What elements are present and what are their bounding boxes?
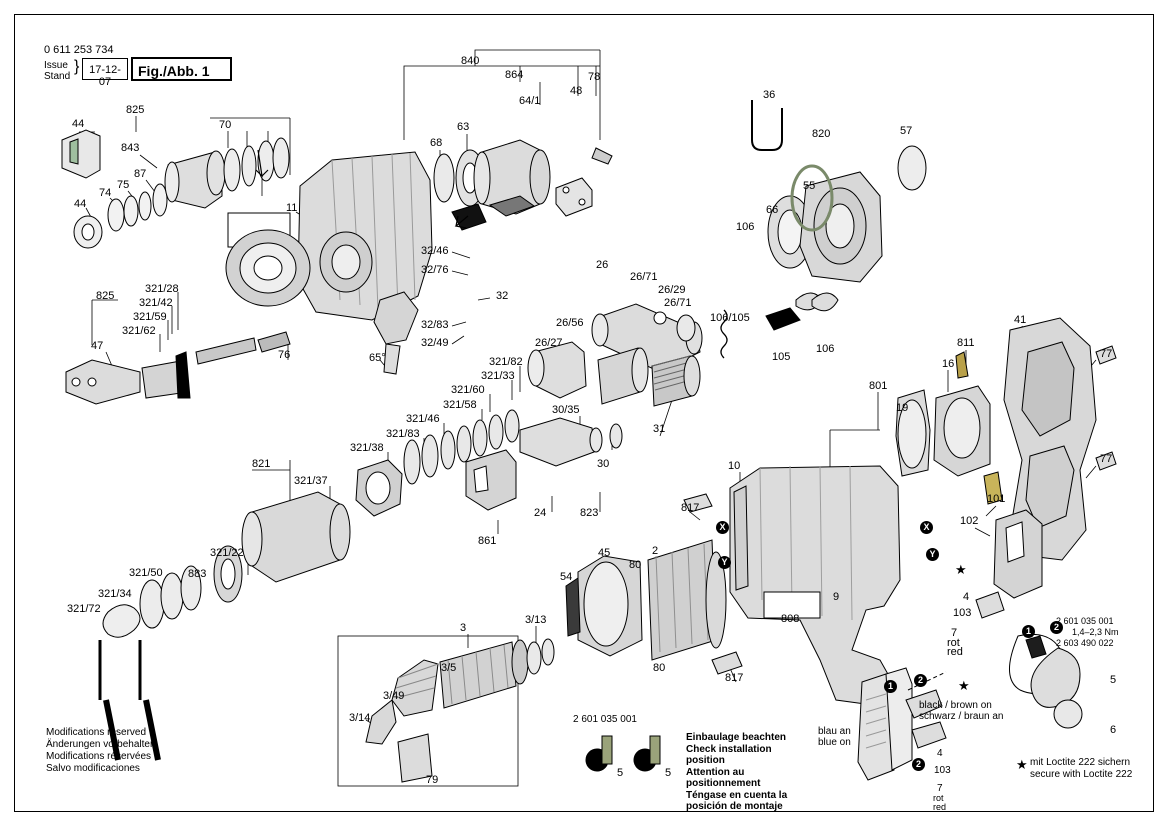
callout-44b: 44: [74, 198, 87, 210]
callout-823: 823: [580, 507, 599, 519]
callout-106a: 106: [736, 221, 755, 233]
callout-36: 36: [763, 89, 776, 101]
note-part-number: 2 601 035 001: [573, 714, 637, 725]
modifications-line-1: Änderungen vorbehalten: [46, 739, 156, 750]
callout-24: 24: [534, 507, 547, 519]
marker-y-1: Y: [718, 556, 731, 569]
install-note-line-2: Attention au positionnement: [686, 766, 761, 789]
callout-321/28: 321/28: [145, 283, 179, 295]
callout-75: 75: [117, 179, 130, 191]
callout-30: 30: [597, 458, 610, 470]
install-note-line-4: posición de montaje: [686, 801, 783, 812]
callout-78: 78: [588, 71, 601, 83]
callout-31: 31: [653, 423, 666, 435]
callout-55: 55: [803, 180, 816, 192]
callout-77b: 77: [1100, 453, 1113, 465]
callout-321/42: 321/42: [139, 297, 173, 309]
install-note-line-1: Check installation position: [686, 743, 772, 766]
callout-80a: 80: [629, 559, 642, 571]
callout-74: 74: [99, 187, 112, 199]
callout-32/46: 32/46: [421, 245, 449, 257]
callout-26/56: 26/56: [556, 317, 584, 329]
callout-825a: 825: [126, 104, 145, 116]
callout-68: 68: [430, 137, 443, 149]
figure-label: Fig./Abb. 1: [138, 63, 210, 79]
callout-820: 820: [812, 128, 831, 140]
marker-x-2: X: [920, 521, 933, 534]
callout-321/50: 321/50: [129, 567, 163, 579]
marker-y-2: Y: [926, 548, 939, 561]
install-note-line-3: Téngase en cuenta la: [686, 789, 788, 801]
detail-4-label: 4: [937, 748, 943, 759]
callout-48: 48: [570, 85, 583, 97]
note-lines: [686, 732, 788, 813]
blau-an-label: blau an blue on: [818, 726, 851, 748]
installation-note-box: [573, 706, 788, 812]
callout-321/82: 321/82: [489, 356, 523, 368]
callout-63: 63: [457, 121, 470, 133]
callout-321/34: 321/34: [98, 588, 132, 600]
callout-321/38: 321/38: [350, 442, 384, 454]
callout-9: 9: [833, 591, 840, 603]
callout-4: 4: [963, 591, 970, 603]
callout-66: 66: [766, 204, 779, 216]
detail-rot-label: rot: [933, 793, 944, 803]
brace-glyph: }: [74, 58, 80, 75]
callout-32: 32: [496, 290, 509, 302]
callout-76: 76: [278, 349, 291, 361]
callout-80b: 80: [653, 662, 666, 674]
detail-103-label: 103: [934, 765, 951, 776]
callout-26: 26: [596, 259, 609, 271]
callout-26/29: 26/29: [658, 284, 686, 296]
callout-3/49: 3/49: [383, 690, 405, 702]
stand-label: Stand: [44, 71, 71, 82]
callout-26/71a: 26/71: [630, 271, 658, 283]
callout-32/83: 32/83: [421, 319, 449, 331]
torque-part-number-2: 2 603 490 022: [1056, 638, 1114, 648]
note-mark-2: 5: [665, 767, 672, 779]
torque-value: 1,4–2,3 Nm: [1072, 627, 1119, 637]
callout-321/60: 321/60: [451, 384, 485, 396]
detail-7-label: 7: [937, 783, 943, 794]
callout-321/62: 321/62: [122, 325, 156, 337]
callout-883: 883: [188, 568, 207, 580]
marker-x-1: X: [716, 521, 729, 534]
callout-106/105: 106/105: [710, 312, 750, 324]
callout-840: 840: [461, 55, 480, 67]
callout-19: 19: [896, 402, 909, 414]
callout-321/72: 321/72: [67, 603, 101, 615]
callout-821: 821: [252, 458, 271, 470]
callout-321/22: 321/22: [210, 547, 244, 559]
callout-2: 2: [652, 545, 659, 557]
callout-321/83: 321/83: [386, 428, 420, 440]
modifications-line-3: Salvo modificaciones: [46, 763, 140, 774]
callout-105: 105: [772, 351, 791, 363]
callout-26/71b: 26/71: [664, 297, 692, 309]
callout-6: 6: [1110, 724, 1117, 736]
callout-321/58: 321/58: [443, 399, 477, 411]
callout-32/76: 32/76: [421, 264, 449, 276]
callout-321/46: 321/46: [406, 413, 440, 425]
detail-circle-2b: 2: [912, 758, 925, 771]
detail-red-label: red: [933, 802, 947, 812]
modifications-line-2: Modifications réservées: [46, 751, 152, 762]
callout-106b: 106: [816, 343, 835, 355]
callout-3/5: 3/5: [441, 662, 457, 674]
modifications-note: [46, 727, 156, 775]
part-number: 0 611 253 734: [44, 44, 114, 56]
callout-11: 11: [286, 202, 298, 214]
callout-811: 811: [957, 337, 975, 349]
callout-817b: 817: [725, 672, 744, 684]
callout-861: 861: [478, 535, 497, 547]
marker-2: 2: [1050, 621, 1063, 634]
callout-16: 16: [942, 358, 955, 370]
loctite-note: mit Loctite 222 sichern secure with Loctite 222: [1030, 757, 1133, 780]
marker-1: 1: [1022, 625, 1035, 638]
callout-5: 5: [1110, 674, 1117, 686]
callout-3/13: 3/13: [525, 614, 547, 626]
callout-321/37: 321/37: [294, 475, 328, 487]
callout-rot: rot: [947, 637, 960, 649]
callout-808: 808: [781, 613, 800, 625]
note-mark-1: 5: [617, 767, 624, 779]
callout-3/14: 3/14: [349, 712, 371, 724]
callout-64/1: 64/1: [519, 95, 541, 107]
callout-102: 102: [960, 515, 979, 527]
callout-54: 54: [560, 571, 573, 583]
callout-864: 864: [505, 69, 524, 81]
callout-10: 10: [728, 460, 741, 472]
issue-label: Issue: [44, 60, 68, 71]
callout-32/49: 32/49: [421, 337, 449, 349]
torque-part-number-1: 2 601 035 001: [1056, 616, 1114, 626]
detail-circle-2: 2: [914, 674, 927, 687]
callout-87: 87: [134, 168, 147, 180]
callout-3: 3: [460, 622, 467, 634]
callout-79: 79: [426, 774, 439, 786]
loctite-star: ★: [1016, 757, 1028, 772]
date-box: 17-12-07: [82, 58, 128, 80]
callout-817a: 817: [681, 502, 700, 514]
callout-red: red: [947, 646, 963, 658]
install-note-line-0: Einbaulage beachten: [686, 732, 787, 743]
callout-843: 843: [121, 142, 140, 154]
callout-103: 103: [953, 607, 972, 619]
black-brown-label: black / brown on schwarz / braun an: [919, 700, 1004, 722]
callout-801: 801: [869, 380, 888, 392]
callout-825b: 825: [96, 290, 115, 302]
detail-circle-1: 1: [884, 680, 897, 693]
modifications-line-0: Modifications reserved: [46, 727, 147, 738]
callout-7: 7: [951, 627, 958, 639]
callout-45: 45: [598, 547, 611, 559]
detail-star: ★: [958, 678, 970, 693]
callout-57: 57: [900, 125, 913, 137]
callout-70: 70: [219, 119, 232, 131]
callout-101: 101: [987, 493, 1006, 505]
callout-30/35: 30/35: [552, 404, 580, 416]
loctite-star-inline: ★: [955, 562, 967, 577]
callout-321/33: 321/33: [481, 370, 515, 382]
callout-26/27: 26/27: [535, 337, 563, 349]
callout-41: 41: [1014, 314, 1027, 326]
callout-65°: 65°: [369, 352, 386, 364]
callout-47: 47: [91, 340, 104, 352]
callout-321/59: 321/59: [133, 311, 167, 323]
callout-77a: 77: [1100, 348, 1113, 360]
callout-44a: 44: [72, 118, 85, 130]
